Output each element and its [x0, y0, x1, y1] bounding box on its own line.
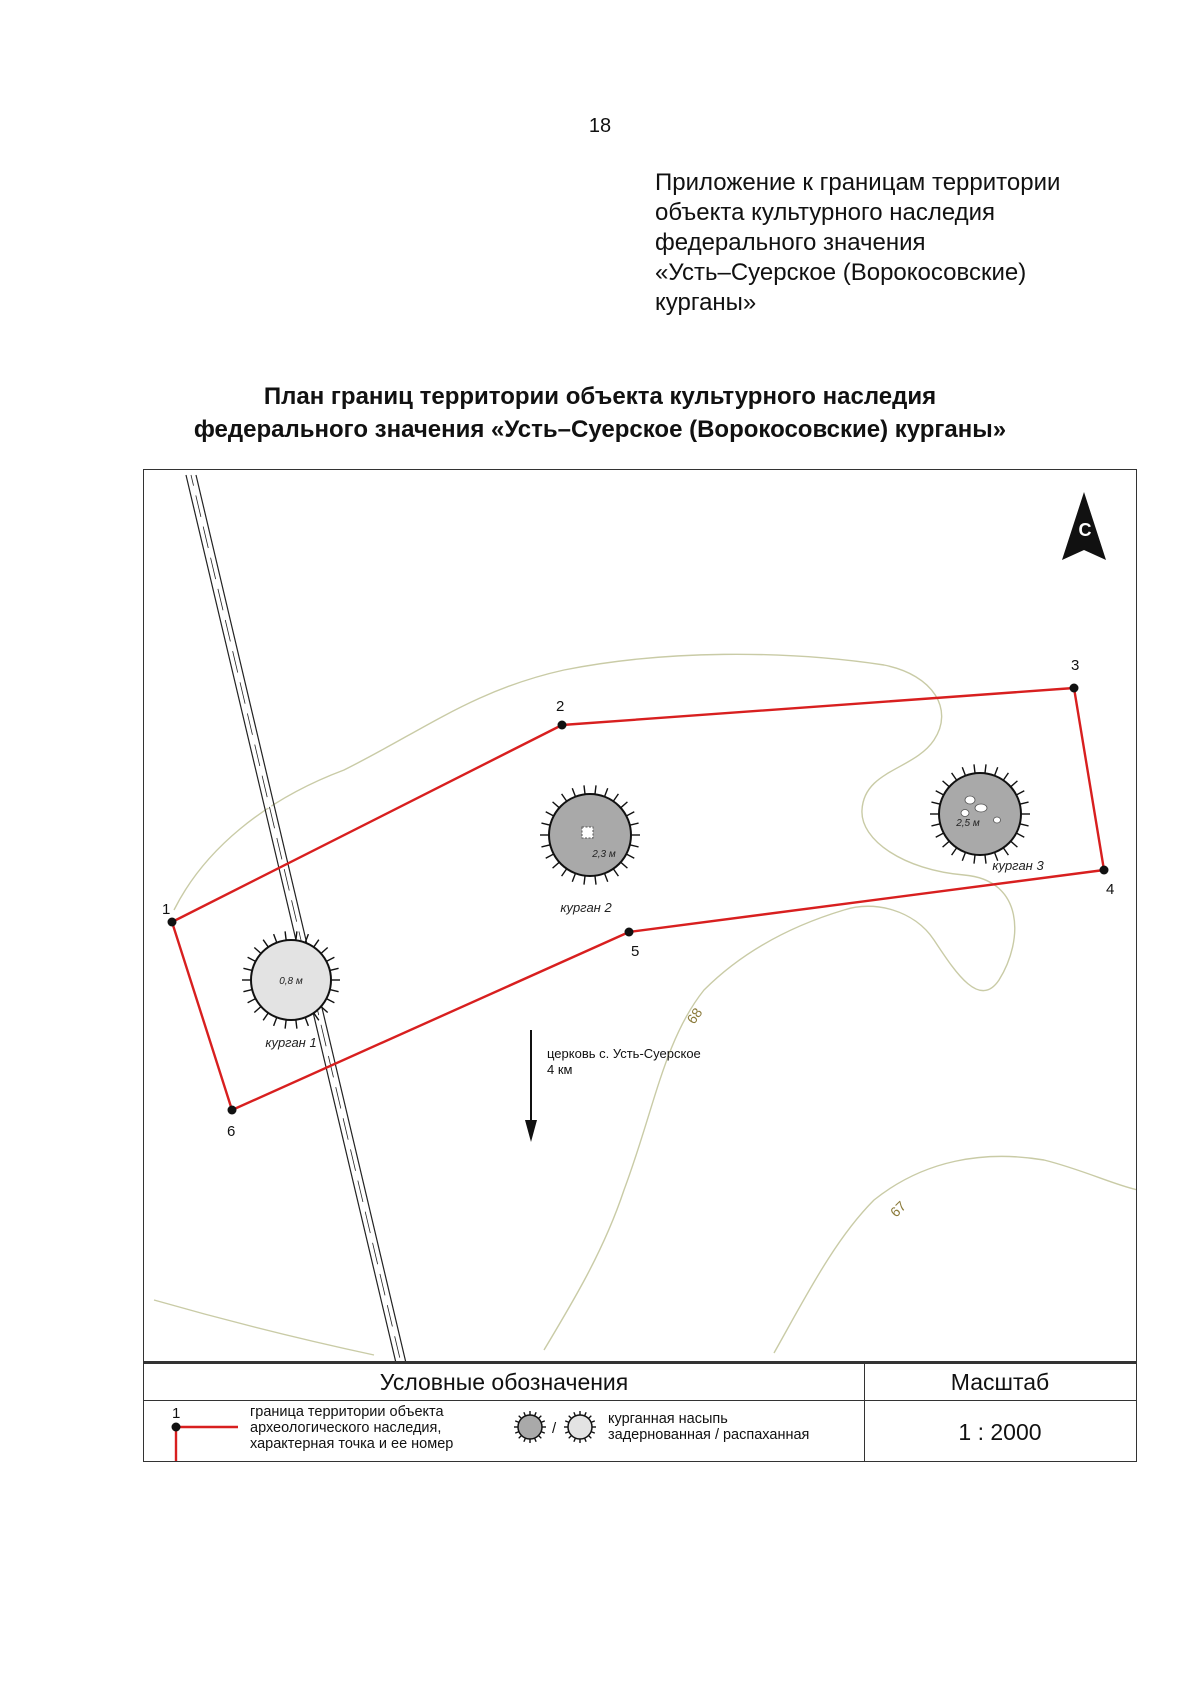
hachure-tick	[330, 968, 339, 970]
hachure-tick	[943, 841, 950, 847]
hachure-tick	[1016, 833, 1024, 837]
hachure-tick	[285, 931, 286, 940]
hachure-tick	[936, 791, 944, 795]
mound-2	[540, 785, 640, 915]
legend-boundary-text-line: характерная точка и ее номер	[250, 1436, 454, 1452]
hachure-tick	[546, 854, 554, 858]
scale-value: 1 : 2000	[958, 1419, 1042, 1445]
hachure-tick	[274, 934, 277, 942]
hachure-tick	[974, 855, 975, 864]
hachure-tick	[613, 869, 618, 876]
hachure-tick	[595, 876, 596, 885]
road-centerline	[191, 475, 401, 1362]
legend-mound-text-line: курганная насыпь	[608, 1411, 728, 1427]
hachure-tick	[952, 848, 957, 855]
point-label-2: 2	[556, 698, 565, 715]
hachure-tick	[296, 931, 297, 940]
hachure-tick	[254, 1007, 261, 1013]
plan-title-line-2: федерального значения «Усть–Суерское (Ворокосовские) курганы»	[193, 416, 1007, 443]
hachure-tick	[626, 854, 634, 858]
mound-3	[930, 764, 1044, 873]
appendix-line: федерального значения	[655, 229, 926, 256]
legend-mound-sod-icon	[518, 1415, 542, 1439]
hachure-tick	[936, 833, 944, 837]
direction-arrow	[525, 1030, 537, 1142]
hachure-tick	[985, 855, 986, 864]
hachure-tick	[584, 785, 585, 794]
hachure-tick	[321, 948, 328, 954]
legend-mound-plowed-icon	[568, 1415, 592, 1439]
appendix-line: Приложение к границам территории	[655, 169, 1061, 196]
mound-2-pit	[582, 827, 593, 838]
point-label-1: 1	[162, 901, 171, 918]
hachure-tick	[285, 1020, 286, 1029]
legend-mound-text-line: задернованная / распаханная	[608, 1427, 810, 1443]
plan-title-line-1: План границ территории объекта культурного наследия	[263, 383, 937, 410]
hachure-tick	[243, 968, 252, 970]
hachure-tick	[553, 802, 560, 808]
direction-note-line-1: церковь с. Усть-Суерское	[547, 1046, 701, 1061]
contour-label-67: 67	[886, 1197, 910, 1221]
hachure-tick	[931, 802, 940, 804]
hachure-tick	[605, 788, 608, 796]
hachure-tick	[995, 767, 998, 775]
hachure-tick	[541, 823, 550, 825]
hachure-tick	[1003, 773, 1008, 780]
legend-boundary-text-line: граница территории объекта	[250, 1404, 444, 1420]
hachure-tick	[630, 823, 639, 825]
hachure-tick	[326, 999, 334, 1003]
hachure-tick	[541, 845, 550, 847]
mound-2-height: 2,3 м	[592, 849, 616, 860]
appendix-line: «Усть–Суерское (Ворокосовские)	[655, 259, 1027, 286]
mound-2-label: курган 2	[560, 900, 612, 915]
contour-line-67	[774, 1156, 1137, 1353]
hachure-tick	[248, 999, 256, 1003]
hachure-tick	[1011, 781, 1018, 787]
legend-boundary-point-icon	[172, 1423, 181, 1432]
point-label-3: 3	[1071, 657, 1080, 674]
hachure-tick	[985, 764, 986, 773]
legend-table	[143, 1362, 1137, 1462]
mound-3-label: курган 3	[992, 858, 1044, 873]
hachure-tick	[952, 773, 957, 780]
legend-separator: /	[552, 1420, 557, 1437]
hachure-tick	[1016, 791, 1024, 795]
legend-header-scale: Масштаб	[950, 1369, 1050, 1395]
hachure-tick	[621, 802, 628, 808]
appendix-note	[655, 168, 1135, 318]
hachure-tick	[613, 794, 618, 801]
boundary-point-6	[228, 1106, 237, 1115]
legend-boundary-text	[250, 1404, 453, 1452]
hachure-tick	[931, 824, 940, 826]
hachure-tick	[546, 812, 554, 816]
mound-1-height: 0,8 м	[279, 976, 303, 987]
map-frame	[143, 469, 1137, 1362]
mound-3-body	[939, 773, 1021, 855]
north-arrow-icon	[1062, 492, 1106, 560]
hachure-tick	[562, 869, 567, 876]
direction-note-line-2: 4 км	[547, 1062, 573, 1077]
contour-line-lower	[154, 1300, 374, 1355]
hachure-tick	[584, 876, 585, 885]
site-plan-map	[144, 470, 1137, 1362]
hachure-tick	[974, 764, 975, 773]
hachure-tick	[553, 862, 560, 868]
point-label-4: 4	[1106, 881, 1115, 898]
boundary-point-3	[1070, 684, 1079, 693]
contour-label-68: 68	[683, 1004, 706, 1027]
hachure-tick	[630, 845, 639, 847]
hachure-tick	[595, 785, 596, 794]
hachure-tick	[243, 990, 252, 992]
mound-1	[242, 931, 340, 1050]
hachure-tick	[263, 1013, 268, 1020]
hachure-tick	[962, 852, 965, 860]
north-label: С	[1078, 520, 1092, 540]
legend-header-symbols: Условные обозначения	[379, 1369, 629, 1395]
hachure-tick	[1011, 841, 1018, 847]
legend-boundary-text-line: археологического наследия,	[250, 1420, 442, 1436]
boundary-point-5	[625, 928, 634, 937]
hachure-tick	[326, 957, 334, 961]
appendix-line: объекта культурного наследия	[655, 199, 996, 226]
hachure-tick	[296, 1020, 297, 1029]
legend-point-number: 1	[172, 1405, 181, 1422]
plan-title	[0, 380, 1200, 446]
page-number: 18	[588, 115, 612, 137]
hachure-tick	[248, 957, 256, 961]
mound-3-height: 2,5 м	[956, 818, 980, 829]
hachure-tick	[1020, 802, 1029, 804]
boundary-point-4	[1100, 866, 1109, 875]
hachure-tick	[943, 781, 950, 787]
hachure-tick	[1020, 824, 1029, 826]
hachure-tick	[305, 1017, 308, 1025]
legend-mound-text	[608, 1411, 809, 1443]
point-label-6: 6	[227, 1123, 236, 1140]
hachure-tick	[254, 948, 261, 954]
appendix-line: курганы»	[655, 289, 757, 316]
hachure-tick	[274, 1017, 277, 1025]
hachure-tick	[562, 794, 567, 801]
point-label-5: 5	[631, 943, 640, 960]
contour-line-68	[544, 910, 844, 1350]
hachure-tick	[626, 812, 634, 816]
hachure-tick	[572, 873, 575, 881]
hachure-tick	[263, 940, 268, 947]
hachure-tick	[1003, 848, 1008, 855]
hachure-tick	[621, 862, 628, 868]
hachure-tick	[330, 990, 339, 992]
hachure-tick	[572, 788, 575, 796]
boundary-point-2	[558, 721, 567, 730]
hachure-tick	[962, 767, 965, 775]
hachure-tick	[314, 940, 319, 947]
mound-1-label: курган 1	[265, 1035, 317, 1050]
hachure-tick	[605, 873, 608, 881]
boundary-point-1	[168, 918, 177, 927]
